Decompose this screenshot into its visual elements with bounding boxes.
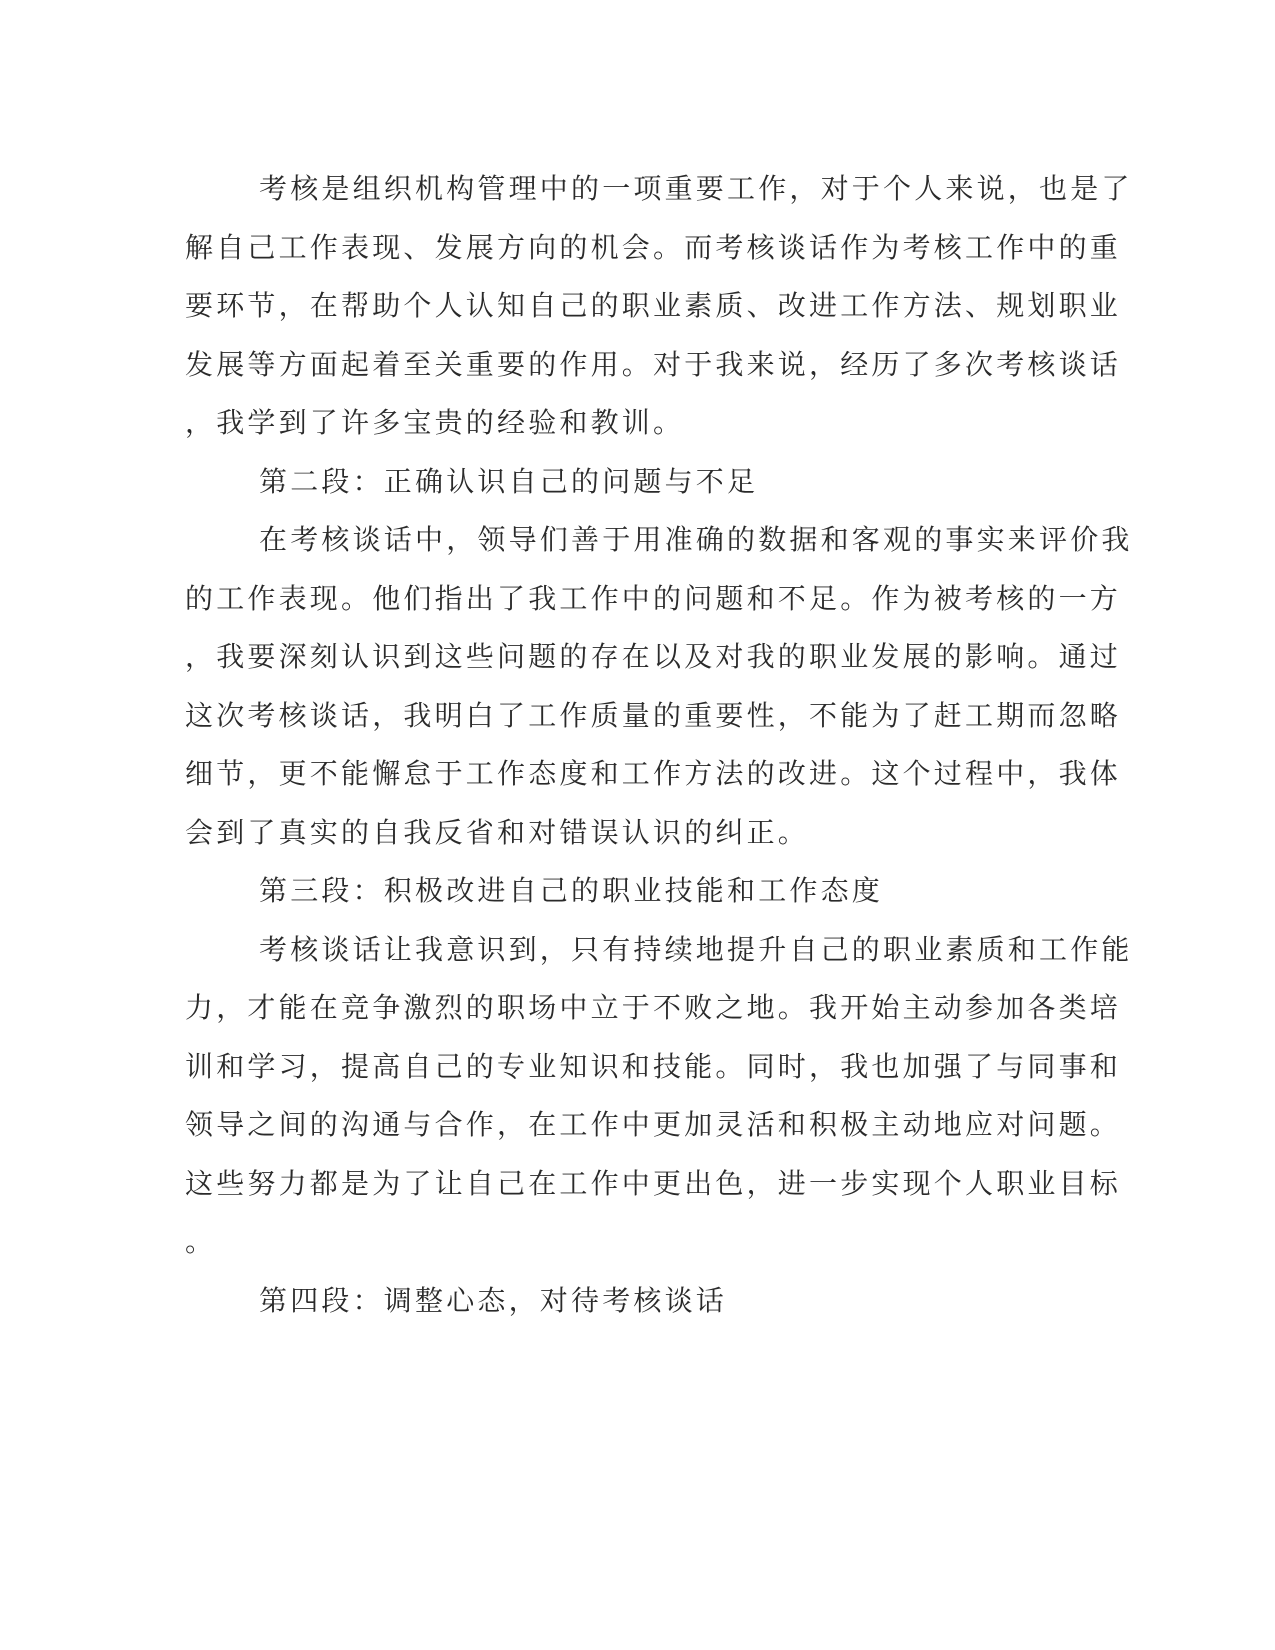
text-line: 细节，更不能懈怠于工作态度和工作方法的改进。这个过程中，我体 bbox=[185, 757, 1122, 790]
text-line: 。 bbox=[185, 1225, 217, 1258]
text-line: 领导之间的沟通与合作，在工作中更加灵活和积极主动地应对问题。 bbox=[185, 1108, 1122, 1141]
section-heading: 第二段：正确认识自己的问题与不足 bbox=[259, 464, 759, 498]
text-line: 的工作表现。他们指出了我工作中的问题和不足。作为被考核的一方 bbox=[185, 581, 1122, 615]
text-line: 要环节，在帮助个人认知自己的职业素质、改进工作方法、规划职业 bbox=[185, 289, 1122, 322]
text-line: ，我要深刻认识到这些问题的存在以及对我的职业发展的影响。通过 bbox=[185, 640, 1122, 673]
text-line: 这次考核谈话，我明白了工作质量的重要性，不能为了赶工期而忽略 bbox=[185, 698, 1122, 732]
text-line: 训和学习，提高自己的专业知识和技能。同时，我也加强了与同事和 bbox=[185, 1049, 1122, 1083]
text-line: 会到了真实的自我反省和对错误认识的纠正。 bbox=[185, 815, 810, 849]
section-heading: 第四段：调整心态，对待考核谈话 bbox=[259, 1283, 728, 1317]
text-line: 考核谈话让我意识到，只有持续地提升自己的职业素质和工作能 bbox=[259, 932, 1133, 966]
text-line: 这些努力都是为了让自己在工作中更出色，进一步实现个人职业目标 bbox=[185, 1166, 1122, 1200]
text-line: 解自己工作表现、发展方向的机会。而考核谈话作为考核工作中的重 bbox=[185, 230, 1122, 264]
text-line: 发展等方面起着至关重要的作用。对于我来说，经历了多次考核谈话 bbox=[185, 347, 1122, 381]
text-line: 在考核谈话中，领导们善于用准确的数据和客观的事实来评价我 bbox=[259, 523, 1133, 556]
document-body bbox=[185, 160, 1133, 1330]
text-line: 力，才能在竞争激烈的职场中立于不败之地。我开始主动参加各类培 bbox=[185, 991, 1122, 1024]
text-line: 考核是组织机构管理中的一项重要工作，对于个人来说，也是了 bbox=[259, 172, 1133, 205]
section-heading: 第三段：积极改进自己的职业技能和工作态度 bbox=[259, 874, 884, 907]
text-line: ，我学到了许多宝贵的经验和教训。 bbox=[185, 406, 685, 439]
